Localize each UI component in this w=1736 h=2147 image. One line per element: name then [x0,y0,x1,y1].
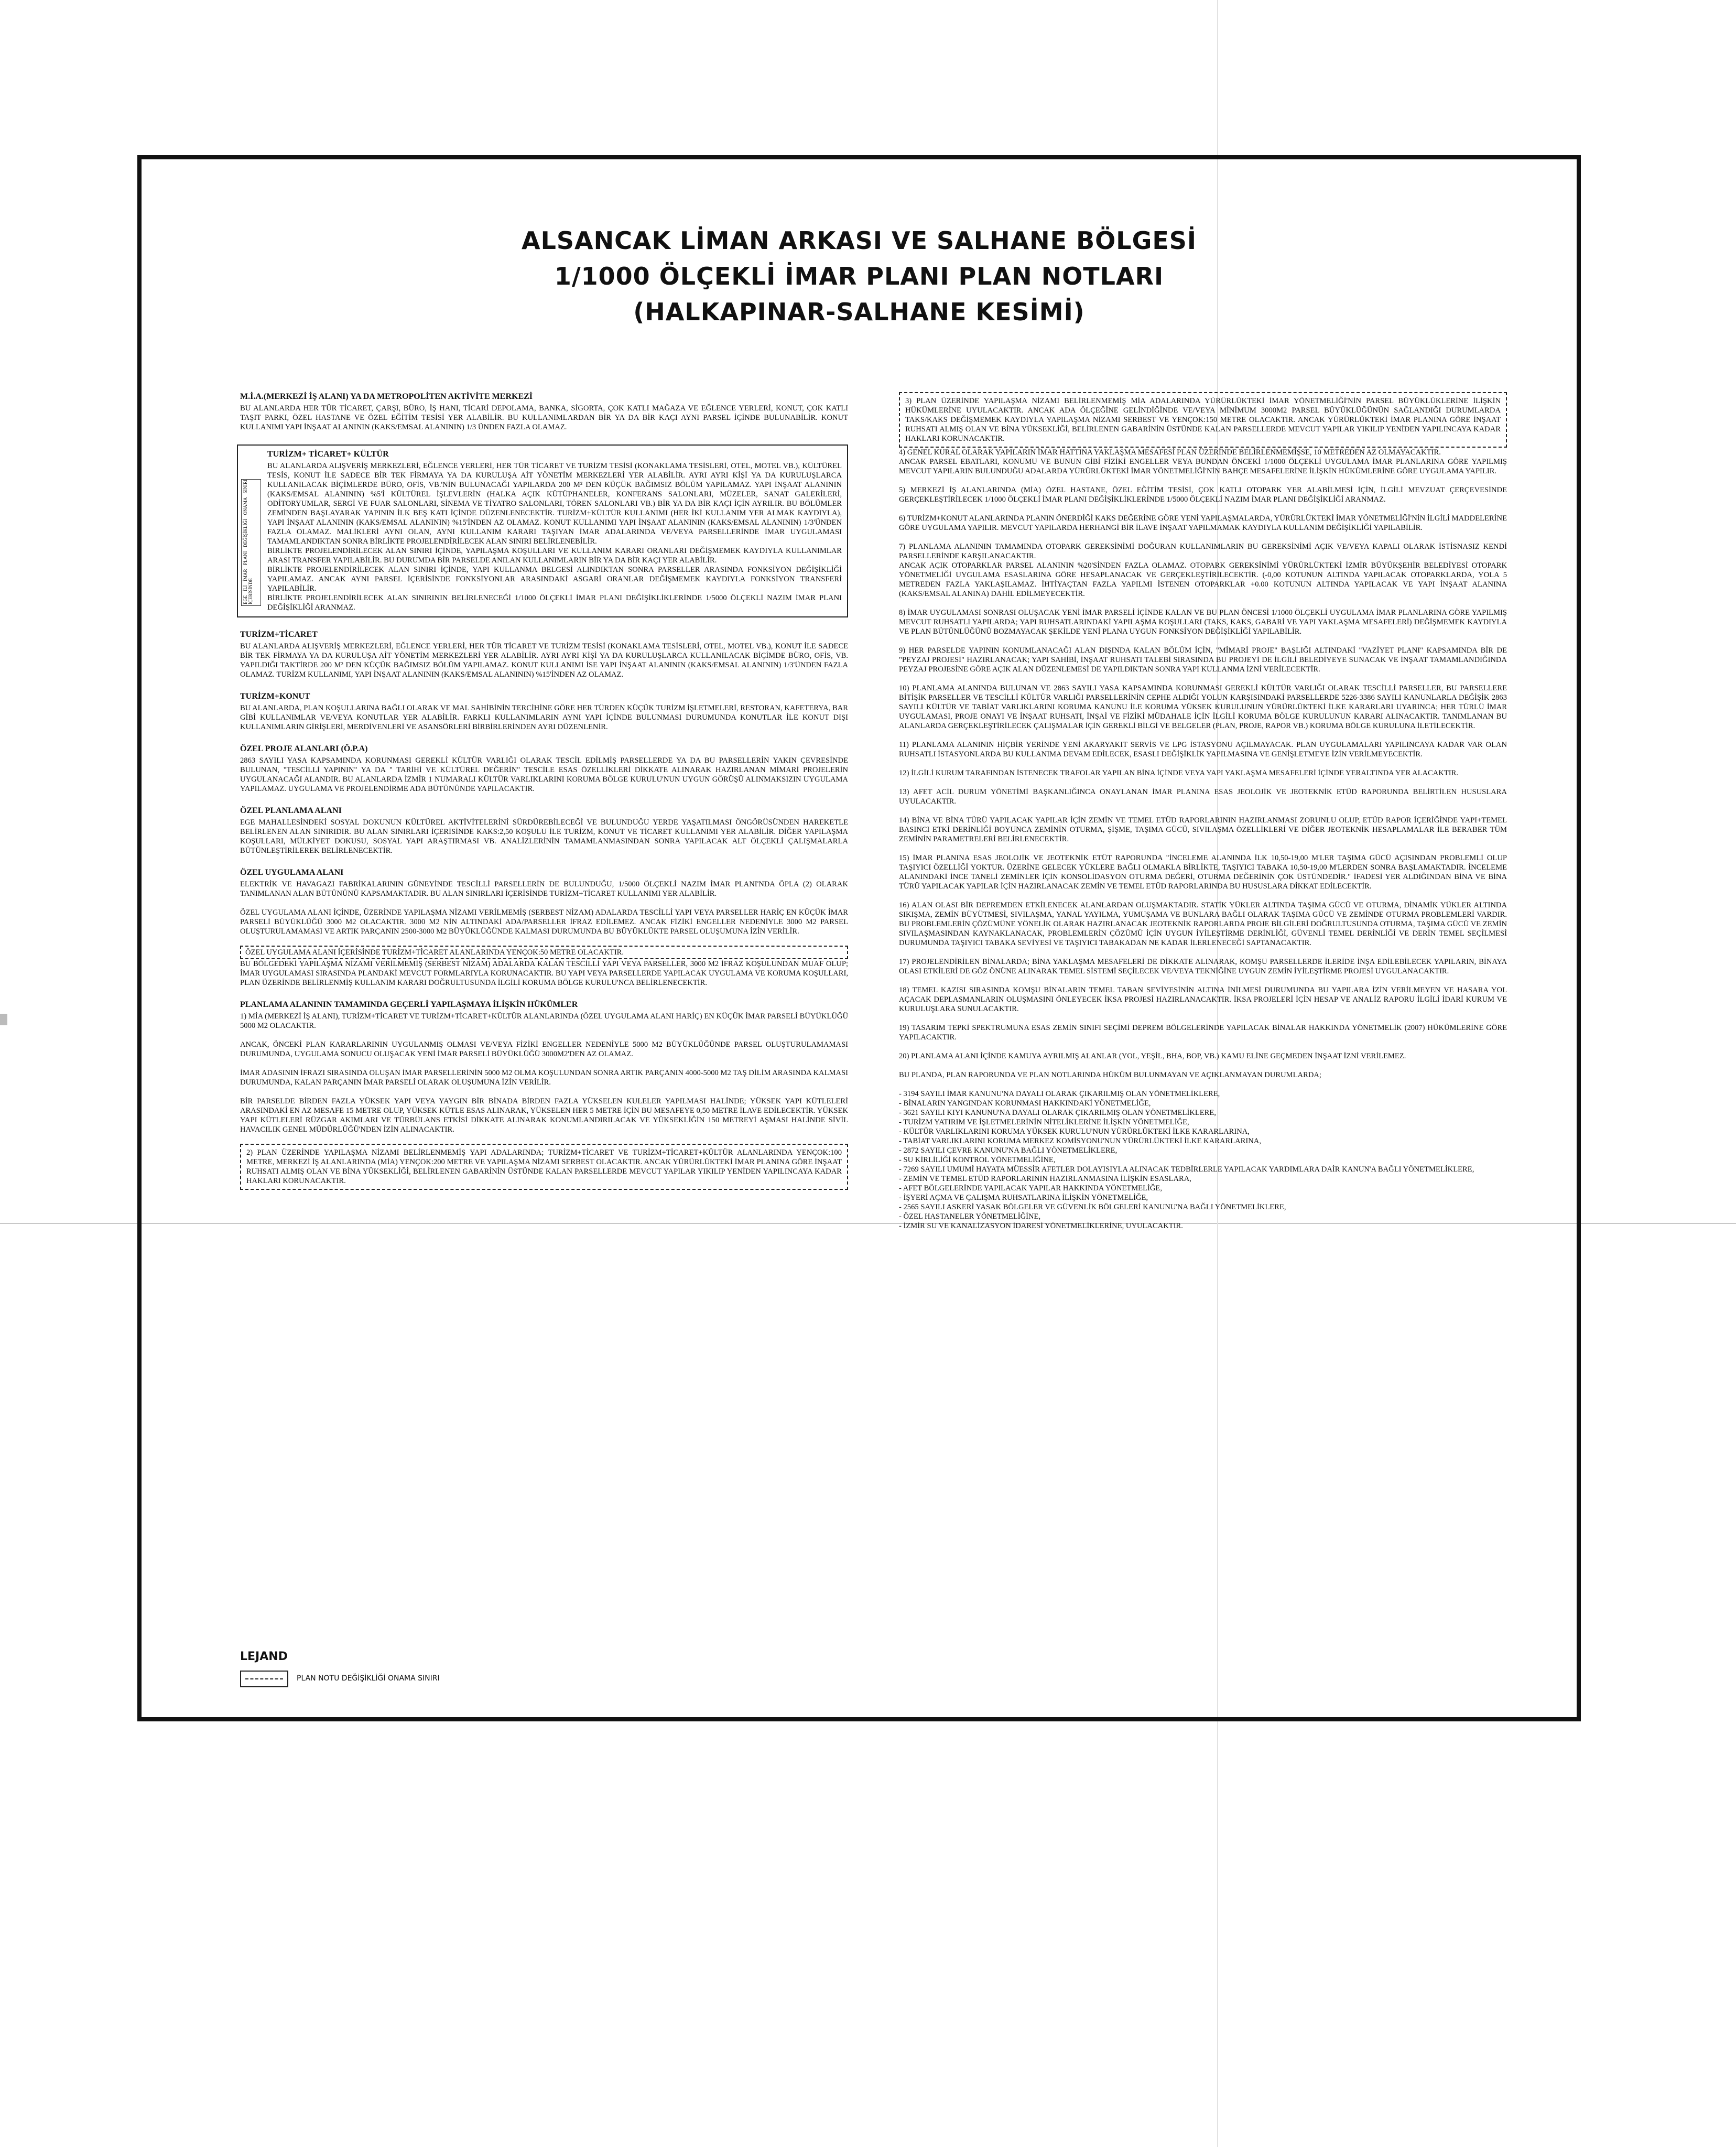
section-tt [240,630,848,679]
list-item: - ÖZEL HASTANELER YÖNETMELİĞİNE, [899,1212,1041,1221]
title-line-3: (HALKAPINAR-SALHANE KESİMİ) [633,298,1085,326]
list-item: - BİNALARIN YANGINDAN KORUNMASI HAKKINDAKİ YÖNETMELİĞE, [899,1099,1151,1108]
section-heading: TURİZM+TİCARET [240,630,318,639]
note-20: 20) PLANLAMA ALANI İÇİNDE KAMUYA AYRILMIŞ ALANLAR (YOL, YEŞİL, BHA, BOP, VB.) KAMU ELİNE GEÇMEDEN İNŞAAT İZNİ VERİLEMEZ. [899,1052,1406,1060]
section-opl [240,806,848,855]
section-heading: TURİZM+KONUT [240,692,310,701]
section-text: BİRLİKTE PROJELENDİRİLECEK ALAN SINIRI İÇİNDE, YAPI KULLANMA BELGESİ ALINDIKTAN SONRA PARSELLER ARASINDA FONKSİYON DEĞİŞİKLİĞİ YAPILAMAZ. ANCAK AYNI PARSEL İÇERİSİNDE FONKSİYONLAR ARASINDAKİ ASGARİ ORANLAR DEĞİŞMEMEK KAYDIYLA FONKSİYON TRANSFERİ YAPILABİLİR. [267,566,842,593]
note-11: 11) PLANLAMA ALANININ HİÇBİR YERİNDE YENİ AKARYAKIT SERVİS VE LPG İSTASYONU AÇILMAYACAK. PLAN UYGULAMALARI YAPILINCAYA KADAR VAR OLAN RUHSATLI İSTASYONLARDA BU KULLANIMA DEVAM EDİLECEK, ESASLI DEĞİŞİKLİK YAPILMASINA VE GENİŞLETMEYE İZİN VERİLMEYECEKTİR. [899,741,1507,758]
legend-title: LEJAND [240,1650,288,1663]
section-tk [240,692,848,732]
legend-label: PLAN NOTU DEĞİŞİKLİĞİ ONAMA SINIRI [297,1674,440,1683]
scan-artifact-line [0,1014,7,1025]
note-16: 16) ALAN OLASI BİR DEPREMDEN ETKİLENECEK ALANLARDAN OLUŞMAKTADIR. STATİK YÜKLER ALTINDA TAŞIMA GÜCÜ VE OTURMA, DİNAMİK YÜKLER ALTINDA SIKIŞMA, ZEMİN BÜYÜTMESİ, SIVILAŞMA, YANAL YAYILMA, YUMUŞAMA VE BUNLARA BAĞLI OLARAK TAŞIMA GÜCÜ VE ZEMİNDE OTURMA PROBLEMLERİ VARDIR. BU PROBLEMLERİN ÇÖZÜMÜNE YÖNELİK OLARAK HAZIRLANACAK JEOTEKNİK RAPORLARDA PROJE BİLGİLERİ DOĞRULTUSUNDA OTURMA, TAŞIMA GÜCÜ VE ZEMİN SIVILAŞMASINDAN KAYNAKLANACAK, PROBLEMLERİN ÇÖZÜMÜ İÇİN UYGUN İYİLEŞTİRME DERİNLİĞİ, GÜVENLİ TEMEL DERİNLİĞİ VE DERİN TEMEL SEÇİLMESİ DURUMUNDA TAŞIYICI TABAKA SEVİYESİ VE TAŞIYICI TABAKADAN NE KADAR İLERLENECEĞİ SAPTANACAKTIR. [899,901,1507,947]
section-text: İMAR ADASININ İFRAZI SIRASINDA OLUŞAN İMAR PARSELLERİNİN 5000 M2 OLMA KOŞULUNDAN SONRA ARTIK PARÇANIN 4000-5000 M2 TAŞ DİLİM ARASINDA KALMASI DURUMUNDA, KALAN PARÇANIN İMAR PARSELİ OLARAK OLUŞUMUNA İZİN VERİLİR. [240,1069,848,1087]
note-text: ANCAK AÇIK OTOPARKLAR PARSEL ALANININ %20'SİNDEN FAZLA OLAMAZ. OTOPARK GEREKSİNİMİ YÜRÜRLÜKTEKİ İZMİR BÜYÜKŞEHİR BELEDİYESİ OTOPARK YÖNETMELİĞİ UYGULAMA ESASLARINA GÖRE HESAPLANACAK VE GERÇEKLEŞTİRİLECEKTİR. (-0,00 KOTUNUN ALTINDA YAPILACAK OTOPARKLARDA, YOLA 5 METREDEN FAZLA YAKLAŞILAMAZ. İHTİYAÇTAN FAZLA YAPILMI İSTENEN OTOPARKLAR +0.00 KOTUNUN ALTINDA YAPILACAK VE YAPI İNŞAAT ALANINA (KAKS/EMSAL ALANINA) DAHİL EDİLMEYECEKTİR. [899,561,1507,598]
note-19: 19) TASARIM TEPKİ SPEKTRUMUNA ESAS ZEMİN SINIFI SEÇİMİ DEPREM BÖLGELERİNDE YAPILACAK BİNALAR HAKKINDA YÖNETMELİK (2007) HÜKÜMLERİNE GÖRE YAPILACAKTIR. [899,1024,1507,1042]
section-text: 1) MİA (MERKEZİ İŞ ALANI), TURİZM+TİCARET VE TURİZM+TİCARET+KÜLTÜR ALANLARINDA (ÖZEL UYGULAMA ALANI HARİÇ) EN KÜÇÜK İMAR PARSELİ BÜYÜKLÜĞÜ 5000 M2 OLACAKTIR. [240,1012,848,1030]
document-frame [137,155,1581,1721]
list-item: - SU KİRLİLİĞİ KONTROL YÖNETMELİĞİNE, [899,1156,1056,1164]
section-heading: M.İ.A.(MERKEZİ İŞ ALANI) YA DA METROPOLİTEN AKTİVİTE MERKEZİ [240,392,533,401]
legend-boundary-symbol [240,1671,288,1687]
section-text: BİRLİKTE PROJELENDİRİLECEK ALAN SINIRININ BELİRLENECEĞİ 1/1000 ÖLÇEKLİ İMAR PLANI DEĞİŞİKLİKLERİNDE 1/5000 ÖLÇEKLİ NAZIM İMAR PLANI DEĞİŞİKLİĞİ ARANMAZ. [267,594,842,612]
section-text: ANCAK, ÖNCEKİ PLAN KARARLARININ UYGULANMIŞ OLMASI VE/VEYA FİZİKİ ENGELLER NEDENİYLE 5000 M2 BÜYÜKLÜĞÜNDE PARSEL OLUŞTURULAMAMASI DURUMUNDA, UYGULAMA SONUCU OLUŞACAK YENİ İMAR PARSELİ BÜYÜKLÜĞÜ 3000M2'DEN AZ OLAMAZ. [240,1040,848,1058]
section-tkk-boxed [237,444,848,617]
note-4 [899,448,1507,476]
section-text: BU ALANLARDA ALIŞVERİŞ MERKEZLERİ, EĞLENCE YERLERİ, HER TÜR TİCARET VE TURİZM TESİSİ (KONAKLAMA TESİSLERİ, OTEL, MOTEL VB.), KÜLTÜREL TESİS, KONUT İLE SADECE BİR TEK FİRMAYA YA DA KURULUŞA AİT YÖNETİM MERKEZLERİ YER ALABİLİR. AYRI AYRI KİŞİ YA DA KURULUŞLARCA KULLANILACAK BİÇİMLERDE BÜRO, OFİS, VB.'NİN BULUNACAĞI YAPILARDA 200 M² DEN KÜÇÜK BAĞIMSIZ BÖLÜM YAPILAMAZ. YAPI İNŞAAT ALANININ (KAKS/EMSAL ALANININ) %5'İ KÜLTÜREL İŞLEVLERİN (HALKA AÇIK KÜTÜPHANELER, KONFERANS SALONLARI, MÜZELER, SANAT GALERİLERİ, ODİTORYUMLAR, SERGİ VE FUAR SALONLARI, SİNEMA VE TİYATRO SALONLARI, TÖREN SALONLARI VB.) BİR YA DA BİR KAÇI İÇİN AYRILIR. BU BÖLÜMLER ZEMİNDEN BAŞLAYARAK YAPININ İLK BEŞ KATI İÇİNDE DÜZENLENECEKTİR. TURİZM+KÜLTÜR KULLANIMI (HER İKİ KULLANIM YER ALMAK KAYDIYLA), YAPI İNŞAAT ALANININ (KAKS/EMSAL ALANININ) %15'İNDEN AZ OLAMAZ. KONUT KULLANIMI YAPI İNŞAAT ALANININ (KAKS/EMSAL ALANININ) 1/3'ÜNDEN FAZLA OLAMAZ. MALİKLERİ AYNI OLAN, AYNI KULLANIM KARARI TAŞIYAN İMAR ADALARINDA VE/VEYA PARSELLERİNDE İMAR UYGULAMASI TAMAMLANDIKTAN SONRA BİRLİKTE PROJELENDİRİLECEK ALAN SINIRI BELİRLENEBİLİR. [267,462,842,546]
section-text: BU ALANLARDA HER TÜR TİCARET, ÇARŞI, BÜRO, İŞ HANI, TİCARİ DEPOLAMA, BANKA, SİGORTA, ÇOK KATLI MAĞAZA VE EĞLENCE YERLERİ, KONUT, ÇOK KATLI TAŞIT PARKI, ÖZEL HASTANE VE ÖZEL EĞİTİM TESİSİ YER ALABİLİR. BU KULLANIMLARDAN BİR YA DA BİR KAÇI AYNI PARSEL İÇİNDE BULUNABİLİR. KONUT KULLANIMI YAPI İNŞAAT ALANININ (KAKS/EMSAL ALANININ) 1/3 ÜNDEN FAZLA OLAMAZ. [240,404,848,431]
note-17: 17) PROJELENDİRİLEN BİNALARDA; BİNA YAKLAŞMA MESAFELERİ DE DİKKATE ALINARAK, KOMŞU PARSELLERDE İLERİDE İNŞA EDİLEBİLECEK YAPILARIN, BİNAYA OLASI ETKİLERİ DE GÖZ ÖNÜNE ALINARAK TEMEL SİSTEMİ SEÇİLECEK VE/VEYA TEKNİĞİNE UYGUN ZEMİN İYİLEŞTİRME PROJESİ UYGULANACAKTIR. [899,958,1507,975]
section-heading: PLANLAMA ALANININ TAMAMINDA GEÇERLİ YAPILAŞMAYA İLİŞKİN HÜKÜMLER [240,1000,578,1009]
note-12: 12) İLGİLİ KURUM TARAFINDAN İSTENECEK TRAFOLAR YAPILAN BİNA İÇİNDE VEYA YAPI YAKLAŞMA MESAFELERİ İÇİNDE YERALTINDA YER ALACAKTIR. [899,769,1459,777]
note-text: 4) GENEL KURAL OLARAK YAPILARIN İMAR HATTINA YAKLAŞMA MESAFESİ PLAN ÜZERİNDE BELİRLENMEMİŞSE, 10 METREDEN AZ OLMAYACAKTIR. [899,448,1441,457]
note-text: ANCAK PARSEL EBATLARI, KONUMU VE BUNUN GİBİ FİZİKİ ENGELLER VEYA BUNDAN ÖNCEKİ 1/1000 ÖLÇEKLİ UYGULAMA İMAR PLANLARINA GÖRE YAPILMIŞ MEVCUT YAPILARIN BULUNDUĞU ADALARDA YÜRÜRLÜKTEKİ İMAR YÖNETMELİĞİ'NİN BAHÇE MESAFELERİNE İLİŞKİN HÜKÜMLERİNE GÖRE UYGULAMA YAPILIR. [899,458,1507,475]
note-text: 7) PLANLAMA ALANININ TAMAMINDA OTOPARK GEREKSİNİMİ DOĞURAN KULLANIMLARIN BU GEREKSİNİMİ AÇIK VE/VEYA KAPALI OLARAK İSTİSNASIZ KENDİ PARSELLERİNDE KARŞILANACAKTIR. [899,543,1507,560]
list-item: - İŞYERİ AÇMA VE ÇALIŞMA RUHSATLARINA İLİŞKİN YÖNETMELİĞE, [899,1194,1148,1202]
section-text: ELEKTRİK VE HAVAGAZI FABRİKALARININ GÜNEYİNDE TESCİLLİ PARSELLERİN DE BULUNDUĞU, 1/5000 ÖLÇEKLİ NAZIM İMAR PLANI'NDA ÖPLA (2) OLARAK TANIMLANAN ALAN BÜTÜNÜNÜ KAPSAMAKTADIR. BU ALAN SINIRLARI İÇERİSİNDE TURİZM+TİCARET KULLANIMI YER ALABİLİR. [240,880,848,898]
section-heading: ÖZEL UYGULAMA ALANI [240,868,344,877]
section-text: BİRLİKTE PROJELENDİRİLECEK ALAN SINIRI İÇİNDE, YAPILAŞMA KOŞULLARI VE KULLANIM KARARI ORANLARI DEĞİŞMEMEK KAYDIYLA KULLANIMLAR ARASI TRANSFER YAPILABİLİR. BU DURUMDA BİR PARSELDE ANILAN KULLANIMLARIN BİR YA DA BİR KAÇI YER ALABİLİR. [267,547,842,565]
list-item: - 2565 SAYILI ASKERİ YASAK BÖLGELER VE GÜVENLİK BÖLGELERİ KANUNU'NA BAĞLI YÖNETMELİKLERE, [899,1203,1286,1211]
section-heading: TURİZM+ TİCARET+ KÜLTÜR [267,450,389,459]
section-general [240,1000,848,1190]
note-10: 10) PLANLAMA ALANINDA BULUNAN VE 2863 SAYILI YASA KAPSAMINDA KORUNMASI GEREKLİ KÜLTÜR VARLIĞI OLARAK TESCİLLİ PARSELLER, BU PARSELLERE BİTİŞİK PARSELLER VE TESCİLLİ KÜLTÜR VARLIĞI PARSELLERİNİN CEPHE ALDIĞI YOLUN KARŞISINDAKİ PARSELLERDE 5226-3386 SAYILI KANUNLARLA DEĞİŞİK 2863 SAYILI KÜLTÜR VE TABİAT VARLIKLARINI KORUMA KANUNU İLE KORUMA YÜKSEK KURULUNUN YÜRÜRLÜKTEKİ İLKE KARARLARI UYARINCA; HER TÜRLÜ İMAR UYGULAMASI, PROJE ONAYI VE İNŞAAT RUHSATI, İNŞAİ VE FİZİKİ MÜDAHALE İÇİN İLGİLİ KORUMA BÖLGE KURULUNUN KARARI ALINACAKTIR. TANIMLANAN BU ALANLARDA GERÇEKLEŞTİRİLECEK ÇALIŞMALAR İÇİN GEREKLİ BİLGİ VE BELGELER (PLAN, PROJE, RAPOR VB.) KORUMA BÖLGE KURULUNA İLETİLECEKTİR. [899,684,1507,730]
side-note [241,479,261,606]
list-item: - ZEMİN VE TEMEL ETÜD RAPORLARININ HAZIRLANMASINA İLİŞKİN ESASLARA, [899,1175,1191,1183]
section-opa [240,744,848,794]
section-text: BU ALANLARDA, PLAN KOŞULLARINA BAĞLI OLARAK VE MAL SAHİBİNİN TERCİHİNE GÖRE HER TÜRDEN KÜÇÜK TURİZM İŞLETMELERİ, RESTORAN, KAFETERYA, BAR GİBİ KULLANIMLAR VE/VEYA KONUTLAR YER ALABİLİR. FARKLI KULLANIMLARIN AYNI YAPI İÇİNDE BULUNMASI DURUMUNDA KONUTLAR İLE KONUT DIŞI KULLANIMLARIN GİRİŞLERİ, MERDİVENLERİ VE ASANSÖRLERİ BİRBİRLERİNDEN AYRI DÜZENLENİR. [240,704,848,731]
title-line-1: ALSANCAK LİMAN ARKASI VE SALHANE BÖLGESİ [521,226,1197,255]
note-18: 18) TEMEL KAZISI SIRASINDA KOMŞU BİNALARIN TEMEL TABAN SEVİYESİNİN ALTINA İNİLMESİ DURUMUNDA BU YAPILARA İZİN VERİLMEYEN VE HASARA YOL AÇACAK DEPLASMANLARIN OLUŞMASINI ÖNLEYECEK İKSA PROJESİ HAZIRLANACAKTIR. İKSA PROJELERİ İÇİN HESAP VE ANALİZ RAPORU İLGİLİ İDARİ KURUM VE KURULUŞLARA SUNULACAKTIR. [899,986,1507,1013]
dashed-note: 2) PLAN ÜZERİNDE YAPILAŞMA NİZAMI BELİRLENMEMİŞ YAPI ADALARINDA; TURİZM+TİCARET VE TURİZM+TİCARET+KÜLTÜR ALANLARINDA YENÇOK:100 METRE, MERKEZİ İŞ ALANLARINDA (MİA) YENÇOK:200 METRE VE YAPILAŞMA NİZAMI SERBEST OLACAKTIR. ANCAK YÜRÜRLÜKTEKİ İMAR PLANINA GÖRE İNŞAAT RUHSATI ALMIŞ OLAN VE BİNA YÜKSEKLİĞİ, BELİRLENEN GABARİNİN ÜSTÜNDE KALAN PARSELLERDE MEVCUT YAPILAR YIKILIP YENİDEN YAPILINCAYA KADAR HAKLARI KORUNACAKTIR. [240,1144,848,1190]
note-15: 15) İMAR PLANINA ESAS JEOLOJİK VE JEOTEKNİK ETÜT RAPORUNDA "İNCELEME ALANINDA İLK 10,50-19,00 M'LER TAŞIMA GÜCÜ AÇISINDAN PROBLEMLİ OLUP TAŞIYICI ÖZELLİĞİ YOKTUR. ÜZERİNE GELECEK YÜKLERE BAĞLI OLMAKLA BİRLİKTE, TAŞIYICI TABAKA 10,50-19,00 M'LERDEN SONRA BAŞLAMAKTADIR. İNCELEME ALANINDAKİ İNCE TANELİ ZEMİNLER İÇİN KONSOLİDASYON OTURMA DEĞERİ, OTURMA DEĞERİNİN ÇOK ÜSTÜNDEDİR." İFADESİ YER ALDIĞINDAN BİNA VE BİNA TÜRÜ YAPILACAK YAPILAR İÇİN HAZIRLANACAK ZEMİN VE TEMEL ETÜD RAPORLARINDA BU HUSUSLARA DİKKAT EDİLECEKTİR. [899,854,1507,891]
regulation-list-intro: BU PLANDA, PLAN RAPORUNDA VE PLAN NOTLARINDA HÜKÜM BULUNMAYAN VE AÇIKLANMAYAN DURUMLARDA; [899,1071,1321,1079]
list-item: - 3621 SAYILI KIYI KANUNU'NA DAYALI OLARAK ÇIKARILMIŞ OLAN YÖNETMELİKLERE, [899,1109,1216,1117]
side-note-text: EGE İLİ İMAR PLANI DEĞİŞİKLİĞİ ONAMA SINIRI İÇERİSİNDE [243,480,253,604]
section-text: ÖZEL UYGULAMA ALANI İÇİNDE, ÜZERİNDE YAPILAŞMA NİZAMI VERİLMEMİŞ (SERBEST NİZAM) ADALARDA TESCİLLİ YAPI VEYA PARSELLER HARİÇ EN KÜÇÜK İMAR PARSELİ BÜYÜKLÜĞÜ 3000 M2 OLACAKTIR. 3000 M2 NİN ALTINDAKİ ADA/PARSELLER İFRAZ EDİLEMEZ. ANCAK FİZİKİ ENGELLER NEDENİYLE 3000 M2 PARSEL OLUŞTURULAMAMASI VE ARTIK PARÇANIN 2500-3000 M2 BÜYÜKLÜĞÜNDE KALMASI DURUMUNDA BU BÜYÜKLÜKTE PARSEL OLUŞUMUNA İZİN VERİLİR. [240,908,848,936]
note-3: 3) PLAN ÜZERİNDE YAPILAŞMA NİZAMI BELİRLENMEMİŞ MİA ADALARINDA YÜRÜRLÜKTEKİ İMAR YÖNETMELİĞİ'NİN PARSEL BÜYÜKLÜKLERİNE İLİŞKİN HÜKÜMLERİNE UYULACAKTIR. ANCAK ADA ÖLÇEĞİNE GELİNDİĞİNDE VE/VEYA MİNİMUM 3000M2 PARSEL BÜYÜKLÜĞÜNÜN SAĞLANDIĞI DURUMLARDA TAKS/KAKS DEĞİŞMEMEK KAYDIYLA YAPILAŞMA NİZAMI SERBEST VE YENÇOK:150 METRE OLACAKTIR. ANCAK YÜRÜRLÜKTEKİ İMAR PLANINA GÖRE İNŞAAT RUHSATI ALMIŞ OLAN VE BİNA YÜKSEKLİĞİ, BELİRLENEN GABARİNİN ÜSTÜNDE KALAN PARSELLERDE MEVCUT YAPILAR YIKILIP YENİDEN YAPILINCAYA KADAR HAKLARI KORUNACAKTIR. [899,392,1507,448]
list-item: - TABİAT VARLIKLARINI KORUMA MERKEZ KOMİSYONU'NUN YÜRÜRLÜKTEKİ İLKE KARARLARINA, [899,1137,1261,1145]
note-14: 14) BİNA VE BİNA TÜRÜ YAPILACAK YAPILAR İÇİN ZEMİN VE TEMEL ETÜD RAPORLARININ HAZIRLANMASI ZORUNLU OLUP, ETÜD RAPOR İÇERİĞİNDE YAPI+TEMEL BASINCI ETKİ DERİNLİĞİ BOYUNCA ZEMİNİN OTURMA, ŞİŞME, TAŞIMA GÜCÜ, SIVILAŞMA ÖZELLİKLERİ VE DİĞER JEOTEKNİK HESAPLAMALAR İLE BERABER TÜM ZEMİNİN PARAMETRELERİ BELİRLENECEKTİR. [899,816,1507,843]
note-7 [899,542,1507,599]
regulation-list [899,1089,1507,1231]
section-text: EGE MAHALLESİNDEKİ SOSYAL DOKUNUN KÜLTÜREL AKTİVİTELERİNİ SÜRDÜREBİLECEĞİ VE BULUNDUĞU YERDE YAŞATILMASI ÖNGÖRÜSÜNDEN HAREKETLE BELİRLENEN ALAN SINIRIDIR. BU ALAN SINIRLARI İÇERİSİNDE KAKS:2,50 KOŞULU İLE TURİZM, KONUT VE TİCARET KULLANIMI YER ALABİLİR. DİĞER YAPILAŞMA KOŞULLARI, MÜLKİYET DOKUSU, SOSYAL YAPI ARAŞTIRMASI VB. ANALİZLERİNİN TAMAMLANMASINDAN SONRA YAPILACAK ALT ÖLÇEKLİ ÇALIŞMALARLA BÜTÜNLEŞTİRİLEREK BELİRLENECEKTİR. [240,818,848,855]
section-heading: ÖZEL PLANLAMA ALANI [240,806,342,815]
section-text: BİR PARSELDE BİRDEN FAZLA YÜKSEK YAPI VEYA YAYGIN BİR BİNADA BİRDEN FAZLA YÜKSELEN KULELER YAPILMASI HALİNDE; YÜKSEK YAPI KÜTLELERİ ARASINDAKİ EN AZ MESAFE 15 METRE OLUP, YÜKSEK KÜTLE ESAS ALINARAK, YÜKSELEN HER 5 METRE İÇİN BU MESAFEYE 0,50 METRE İLAVE EDİLECEKTİR. YÜKSEK YAPI KÜTLELERİ RÜZGAR AKIMLARI VE TÜRBÜLANS ETKİSİ DİKKATE ALINARAK KONUMLANDIRILACAK VE YÜKSEKLİĞİN 150 METREYİ AŞMASI HALİNDE SİVİL HAVACILIK GENEL MÜDÜRLÜĞÜ'NDEN İZİN ALINACAKTIR. [240,1097,848,1134]
section-heading: ÖZEL PROJE ALANLARI (Ö.P.A) [240,744,368,753]
section-text: BU ALANLARDA ALIŞVERİŞ MERKEZLERİ, EĞLENCE YERLERİ, HER TÜR TİCARET VE TURİZM TESİSİ (KONAKLAMA TESİSLERİ, OTEL, MOTEL VB.), KONUT İLE SADECE BİR TEK FİRMAYA YA DA KURULUŞA AİT YÖNETİM MERKEZLERİ YER ALABİLİR. AYRI AYRI KİŞİ YA DA KURULUŞLARCA KULLANILACAK BİÇİMDE BÜRO, OFİS, VB. YAPILDIĞI TAKTİRDE 200 M² DEN KÜÇÜK BAĞIMSIZ BÖLÜM YAPILAMAZ. KONUT KULLANIMI İSE YAPI İNŞAAT ALANININ (KAKS/EMSAL ALANININ) 1/3'ÜNDEN FAZLA OLAMAZ. TURİZM KULLANIMI, YAPI İNŞAAT ALANININ (KAKS/EMSAL ALANININ) %15'İNDEN AZ OLAMAZ. [240,642,848,679]
note-9: 9) HER PARSELDE YAPININ KONUMLANACAĞI ALAN DIŞINDA KALAN BÖLÜM İÇİN, "MİMARİ PROJE" BAŞLIĞI ALTINDAKİ "VAZİYET PLANI" KAPSAMINDA BİR DE "PEYZAJ PROJESİ" HAZIRLANACAK; YAPI SAHİBİ, İNŞAAT RUHSATI TALEBİ SIRASINDA BU PROJEYİ DE İLGİLİ BELEDİYEYE SUNACAK VE İNŞAAT TAMAMLANDIĞINDA PEYZAJ PROJESİNE GÖRE AÇIK ALAN DÜZENLEMESİ DE YAPILDIKTAN SONRA YAPI KULLANMA İZNİ VERİLECEKTİR. [899,646,1507,674]
list-item: - KÜLTÜR VARLIKLARINI KORUMA YÜKSEK KURULU'NUN YÜRÜRLÜKTEKİ İLKE KARARLARINA, [899,1127,1250,1136]
note-5: 5) MERKEZİ İŞ ALANLARINDA (MİA) ÖZEL HASTANE, ÖZEL EĞİTİM TESİSİ, ÇOK KATLI OTOPARK YER ALABİLMESİ İÇİN, İLGİLİ MEVZUAT ÇERÇEVESİNDE GERÇEKLEŞTİRİLECEK 1/1000 ÖLÇEKLİ İMAR PLANI DEĞİŞİKLİKLERİNDE 1/5000 ÖLÇEKLİ NAZIM İMAR PLANI DEĞİŞİKLİĞİ ARANMAZ. [899,486,1507,504]
list-item: - 3194 SAYILI İMAR KANUNU'NA DAYALI OLARAK ÇIKARILMIŞ OLAN YÖNETMELİKLERE, [899,1090,1220,1098]
dashed-note: ÖZEL UYGULAMA ALANI İÇERİSİNDE TURİZM+TİCARET ALANLARINDA YENÇOK:50 METRE OLACAKTIR. [240,946,848,959]
right-column [899,392,1507,1231]
list-item: - AFET BÖLGELERİNDE YAPILACAK YAPILAR HAKKINDA YÖNETMELİĞE, [899,1184,1162,1192]
section-mia [240,392,848,432]
section-text: 2863 SAYILI YASA KAPSAMINDA KORUNMASI GEREKLİ KÜLTÜR VARLIĞI OLARAK TESCİL EDİLMİŞ PARSELLERDE YA DA BU PARSELLERİN YAKIN ÇEVRESİNDE BULUNAN, "TESCİLLİ YAPININ" YA DA " TARİHİ VE KÜLTÜREL DEĞERİN" TESCİLE ESAS ÖZELLİKLERİ DİKKATE ALINARAK HAZIRLANAN MİMARİ PROJELERİN UYGULANACAĞI ALANDIR. BU ALANLARDA İZMİR 1 NUMARALI KÜLTÜR VARLIKLARINI KORUMA BÖLGE KURULU'NUN UYGUN GÖRÜŞÜ ALINMAKSIZIN UYGULAMA YAPILAMAZ. UYGULAMA VE PROJELENDİRME ADA BÜTÜNÜNDE YAPILACAKTIR. [240,756,848,793]
note-13: 13) AFET ACİL DURUM YÖNETİMİ BAŞKANLIĞINCA ONAYLANAN İMAR PLANINA ESAS JEOLOJİK VE JEOTEKNİK ETÜD RAPORUNDA BELİRTİLEN HUSUSLARA UYULACAKTIR. [899,788,1507,806]
title-line-2: 1/1000 ÖLÇEKLİ İMAR PLANI PLAN NOTLARI [554,262,1164,290]
section-oua [240,868,848,988]
note-8: 8) İMAR UYGULAMASI SONRASI OLUŞACAK YENİ İMAR PARSELİ İÇİNDE KALAN VE BU PLAN ÖNCESİ 1/1000 ÖLÇEKLİ UYGULAMA İMAR PLANLARINA GÖRE YAPILMIŞ MEVCUT RUHSATLI YAPILARDA; YAPI RUHSATLARINDAKİ YAPILAŞMA KOŞULLARI (TAKS, KAKS, GABARİ VE YAPI YAKLAŞMA MESAFELERİ) DEĞİŞMEMEK KAYDIYLA VE PLAN BÜTÜNLÜĞÜNÜ BOZMAYACAK ŞEKİLDE YENİ PLANA UYGUN FONKSİYON DEĞİŞİKLİĞİ YAPILABİLİR. [899,609,1507,636]
section-text: BU BÖLGEDEKİ YAPILAŞMA NİZAMI VERİLMEMİŞ (SERBEST NİZAM) ADALARDA KALAN TESCİLLİ YAPI VEYA PARSELLER, 3000 M2 İFRAZ KOŞULUNDAN MUAF OLUP; İMAR UYGULAMASI SIRASINDA PLANDAKİ MEVCUT FORMLARIYLA KORUNACAKTIR. BU YAPI VEYA PARSELLERDE YAPILACAK UYGULAMA VE KORUMA KOŞULLARI, PLAN ÜZERİNDE BELİRLENMİŞ KULLANIM KARARI DOĞRULTUSUNDA İLGİLİ KORUMA BÖLGE KURULU'NCA BELİRLENECEKTİR. [240,960,848,987]
list-item: - 2872 SAYILI ÇEVRE KANUNU'NA BAĞLI YÖNETMELİKLERE, [899,1146,1117,1155]
note-6: 6) TURİZM+KONUT ALANLARINDA PLANIN ÖNERDİĞİ KAKS DEĞERİNE GÖRE YENİ YAPILAŞMALARDA, YÜRÜRLÜKTEKİ İMAR YÖNETMELİĞİ'NİN İLGİLİ MADDELERİNE GÖRE UYGULAMA YAPILIR. MEVCUT YAPILARDA HERHANGİ BİR İLAVE İNŞAAT YAPILMAMAK KAYDIYLA KULLANIM DEĞİŞİKLİĞİ YAPILABİLİR. [899,514,1507,532]
list-item: - İZMİR SU VE KANALİZASYON İDARESİ YÖNETMELİKLERİNE, UYULACAKTIR. [899,1222,1183,1230]
list-item: - TURİZM YATIRIM VE İŞLETMELERİNİN NİTELİKLERİNE İLİŞKİN YÖNETMELİĞE, [899,1118,1189,1126]
left-column [240,392,848,1202]
list-item: - 7269 SAYILI UMUMİ HAYATA MÜESSİR AFETLER DOLAYISIYLA ALINACAK TEDBİRLERLE YAPILACAK YARDIMLARA DAİR KANUN'A BAĞLI YÖNETMELİKLERE, [899,1165,1474,1174]
